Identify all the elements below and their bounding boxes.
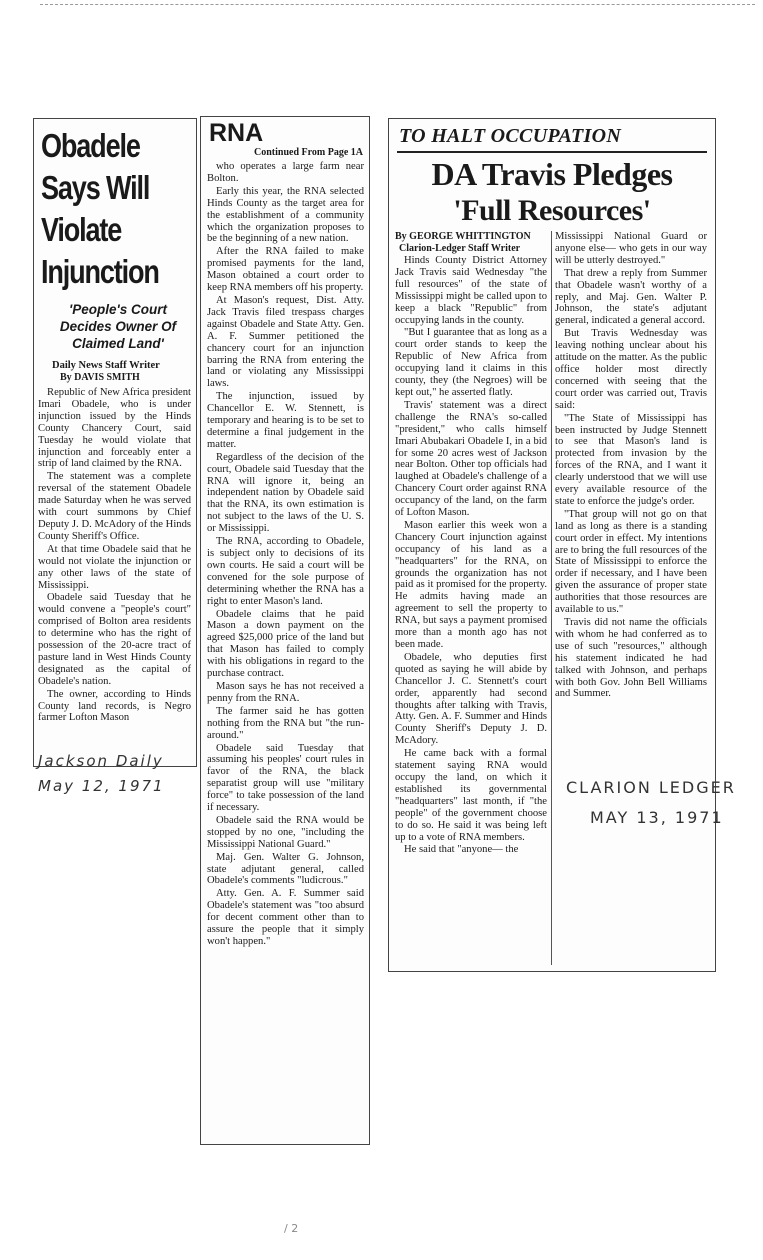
paragraph: Travis did not name the officials with whom he had conferred as to use of such "resources," although his statement indicated he had talked with Johnson, and perhaps with both Gov. John Bell Williams and Summer. <box>555 617 707 700</box>
daily-news-clipping <box>33 118 197 767</box>
column-right <box>555 231 707 971</box>
rna-continued-clipping <box>200 116 370 1145</box>
paragraph: After the RNA failed to make promised payments for the land, Mason obtained a court order to keep RNA members off his property. <box>207 246 364 294</box>
paragraph: That drew a reply from Summer that Obadele wasn't worthy of a reply, and Maj. Gen. Walter P. Johnson, the state's adjutant general, indicated a general accord. <box>555 267 707 327</box>
paragraph: "The State of Mississippi has been instructed by Judge Stennett to see that Mason's land is protected from invasion by the forces of the RNA, and I want it clearly understood that we will use every available resource of the state to enforce the judge's order. <box>555 412 707 507</box>
column-left <box>395 231 547 971</box>
paragraph: The RNA, according to Obadele, is subject only to decisions of its own courts. He said a court will be convened for the sole purpose of determining whether the RNA has a right to enter Mason's land. <box>207 536 364 607</box>
paragraph: Republic of New Africa president Imari Obadele, who is under injunction issued by the Hinds County Chancery Court, said Tuesday he would violate that injunction and forceably enter a strip of land claimed by the RNA. <box>38 387 191 470</box>
column-divider <box>551 231 552 965</box>
paragraph: Obadele said the RNA would be stopped by no one, "including the Mississippi National Guard." <box>207 814 364 850</box>
paragraph: The injunction, issued by Chancellor E. W. Stennett, is temporary and hearing is to be set to determine a final judgement in the matter. <box>207 391 364 450</box>
headline-line-2: 'Full Resources' <box>453 194 651 227</box>
handwritten-source: CLARION LEDGER <box>566 778 736 797</box>
article-body-right <box>555 231 707 700</box>
paragraph: Travis' statement was a direct challenge the RNA's so-called "president," who calls himself Imari Abubakari Obadele I, in a bid for some 20 acres west of Jackson near Bolton. Other top officials had laughed at Obadele's challenge of a Chancery Court order against RNA occupancy of the land, on the farm of Lofton Mason. <box>395 399 547 519</box>
paragraph: The owner, according to Hinds County land records, is Negro farmer Lofton Mason <box>38 688 191 724</box>
kicker: TO HALT OCCUPATION <box>399 125 622 147</box>
paragraph: He came back with a formal statement saying RNA would occupy the land, on which it established its governmental "headquarters" last month, if "the people" of the government choose to do so. He said it was being left up to a vote of RNA members. <box>395 748 547 843</box>
byline: By DAVIS SMITH <box>60 372 140 383</box>
paragraph: Obadele claims that he paid Mason a down payment on the agreed $25,000 price of the land but that Mason has failed to comply with his obligations in regard to the purchase contract. <box>207 608 364 680</box>
paragraph: But Travis Wednesday was leaving nothing unclear about his attitude on the matter. As the public office holder most directly concerned with seeing that the court order was carried out, Travis said: <box>555 328 707 411</box>
handwritten-source: Jackson Daily <box>38 752 164 770</box>
staff-line: Clarion-Ledger Staff Writer <box>399 242 521 254</box>
paragraph: Maj. Gen. Walter G. Johnson, state adjutant general, called Obadele's comments "ludicrous." <box>207 851 364 887</box>
article-body <box>201 161 369 948</box>
paragraph: "That group will not go on that land as long as there is a standing court order in effect. My intentions are to bring the full resources of the State of Mississippi to enforce the order if necessary, and I have been given the assurance of proper state authorities that those resources are available to us." <box>555 508 707 616</box>
paragraph: Hinds County District Attorney Jack Travis said Wednesday "the full resources" of the state of Mississippi might be called upon to keep a black "Republic" from occupying lands in the county. <box>395 255 547 326</box>
paragraph: Mason earlier this week won a Chancery Court injunction against occupancy of his land as a "headquarters" for the RNA, on grounds the organization has not paid as it promised for the property. He admits having made an agreement to sell the property to RNA, but says a payment promised more than a month ago has not been made. <box>395 519 547 650</box>
paragraph: Obadele said Tuesday that he would convene a "people's court" comprised of Bolton area residents to determine who has the right of possession of the 20-acre tract of pasture land in West Hinds County designated as the capital of Obadele's nation. <box>38 592 191 687</box>
staff-line: Daily News Staff Writer <box>52 360 160 371</box>
byline: By GEORGE WHITTINGTON <box>395 231 531 242</box>
page-mark: / 2 <box>284 1222 299 1235</box>
subhead: 'People's Court Decides Owner Of Claimed Land' <box>59 302 177 351</box>
paragraph: He said that "anyone— the <box>404 844 519 856</box>
headline-line-1: DA Travis Pledges <box>431 156 673 192</box>
paragraph: At Mason's request, Dist. Atty. Jack Travis filed trespass charges against Obadele and State Atty. Gen. A. F. Summer petitioned the chancery court for an injunction barring the RNA from entering the land or violating any Mississippi laws. <box>207 294 364 390</box>
article-body-left <box>395 255 547 856</box>
paragraph: Early this year, the RNA selected Hinds County as the target area for the establishment of a community which the organization proposes to be the beginning of a new nation. <box>207 185 364 245</box>
headline: RNA <box>209 119 264 147</box>
clarion-ledger-clipping <box>388 118 716 972</box>
paragraph: Mason says he has not received a penny from the RNA. <box>207 680 364 704</box>
paragraph: Mississippi National Guard or anyone else— who gets in our way will be utterly destroyed." <box>555 231 707 266</box>
paragraph: Obadele, who deputies first quoted as saying he will abide by Chancellor J. C. Stennett's court order, apparently had second thoughts after talking with Travis, Atty. Gen. A. F. Summer and Hinds County Sheriff's Deputy J. D. McAdory. <box>395 651 547 747</box>
paragraph: Obadele said Tuesday that assuming his peoples' court rules in favor of the RNA, the black separatist group will use "military force" to take possession of the land if necessary. <box>207 742 364 814</box>
handwritten-date: MAY 13, 1971 <box>590 808 724 827</box>
kicker-rule <box>397 151 707 153</box>
paragraph: The statement was a complete reversal of the statement Obadele made Saturday when he was served with court summons by Chief Deputy J. D. McAdory of the Hinds County Sheriff's Office. <box>38 471 191 542</box>
paragraph: Atty. Gen. A. F. Summer said Obadele's statement was "too absurd for decent comment other than to assure the people that it simply won't happen." <box>207 888 364 947</box>
headline: Obadele Says Will Violate Injunction <box>41 127 159 290</box>
handwritten-date: May 12, 1971 <box>38 777 165 795</box>
paragraph: At that time Obadele said that he would not violate the injunction or any other laws of the state of Mississippi. <box>38 543 191 591</box>
paragraph: Regardless of the decision of the court, Obadele said Tuesday that the RNA will ignore it, being an independent nation by Obadele said that the RNA, its own estimation is not subject to the laws of the U. S. or Mississippi. <box>207 451 364 535</box>
top-dashed-rule <box>40 4 755 5</box>
continued-line: Continued From Page 1A <box>254 147 363 158</box>
paragraph: The farmer said he has gotten nothing from the RNA but "the run-around." <box>207 705 364 741</box>
article-body <box>34 387 196 724</box>
paragraph: who operates a large farm near Bolton. <box>207 161 364 184</box>
paragraph: "But I guarantee that as long as a court order stands to keep the Republic of New Africa from occupying land it claims in this county, they (the Negroes) will be kept out," he asserted flatly. <box>395 327 547 398</box>
